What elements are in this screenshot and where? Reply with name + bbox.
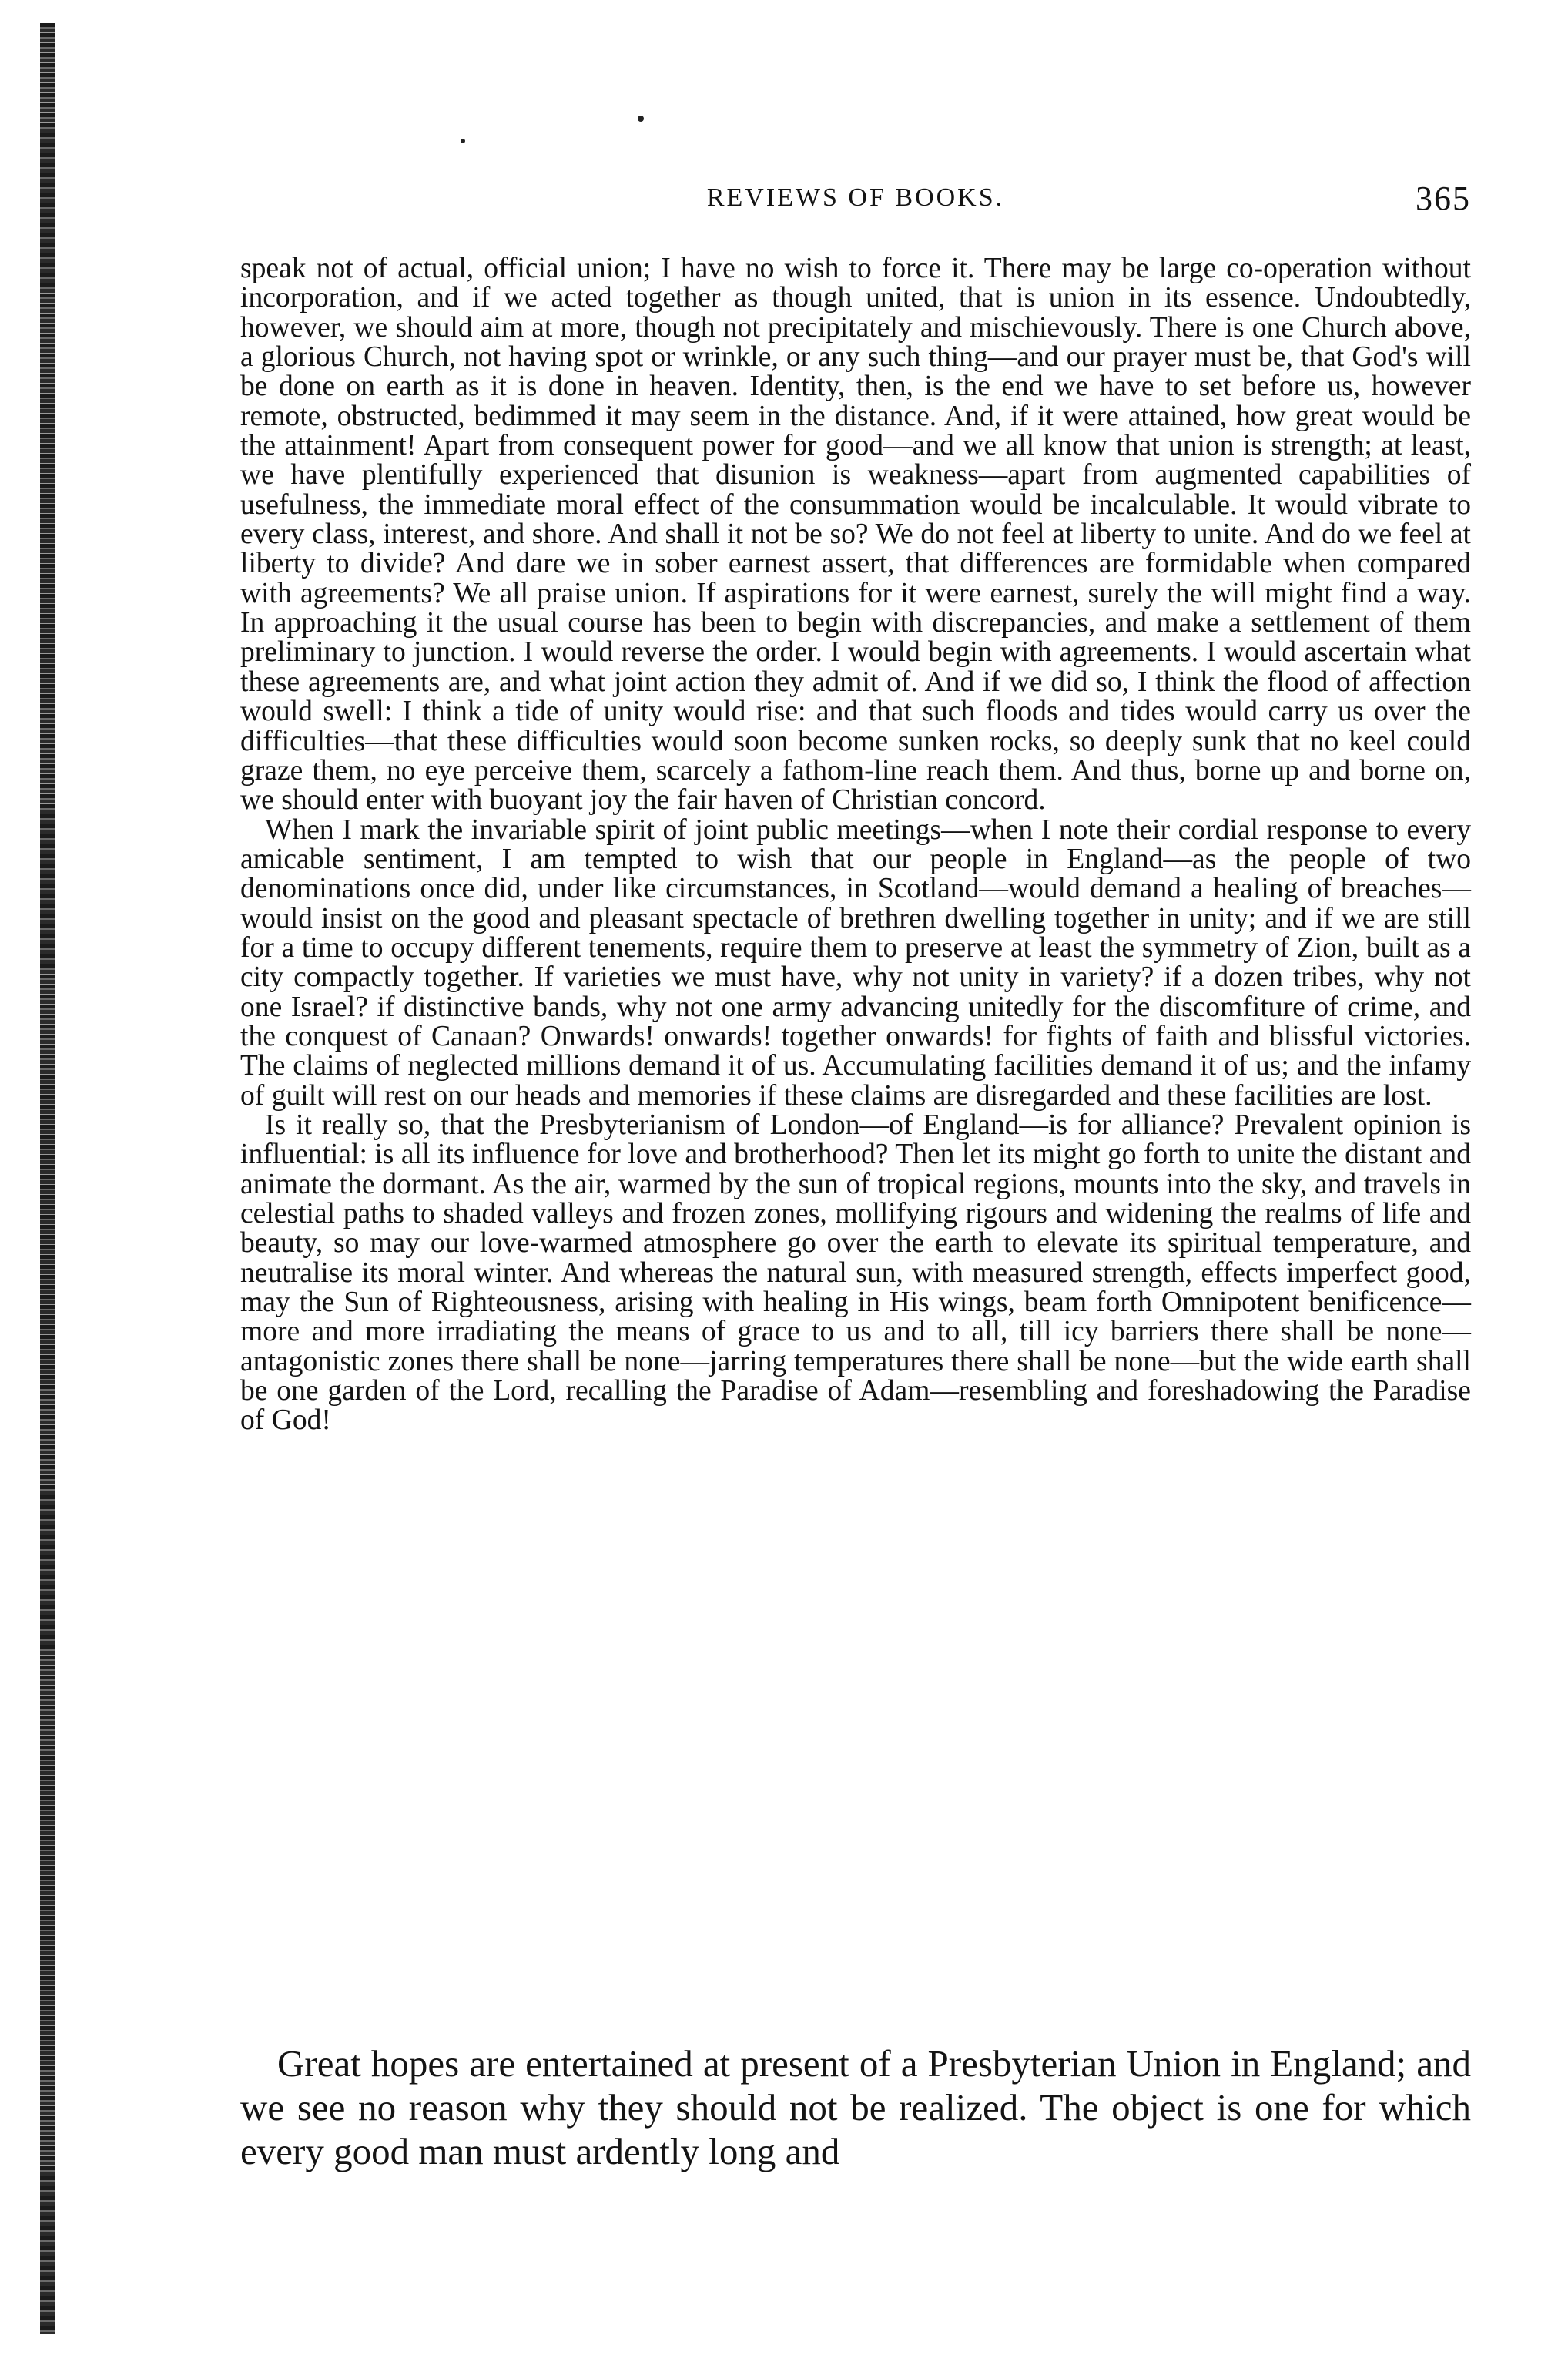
quoted-extract [240, 254, 1471, 1436]
ink-speck [461, 139, 465, 143]
quote-paragraph: When I mark the invariable spirit of joint public meetings—when I note their cordial response to every amicable sentiment, I am tempted to wish that our people in England—as the people of two denominations once did, under like circumstances, in Scotland—would demand a healing of breaches—would insist on the good and pleasant spectacle of brethren dwelling together in unity; and if we are still for a time to occupy different tenements, require them to preserve at least the symmetry of Zion, built as a city compactly together. If varieties we must have, why not unity in variety? if a dozen tribes, why not one Israel? if distinctive bands, why not one army advancing unitedly for the discomfiture of crime, and the conquest of Canaan? Onwards! onwards! together onwards! for fights of faith and blissful victories. The claims of neglected millions demand it of us. Accumulating facilities demand it of us; and the infamy of guilt will rest on our heads and memories if these claims are disregarded and these facilities are lost. [240, 814, 1471, 1112]
page-number: 365 [1416, 179, 1471, 217]
ink-speck [638, 116, 644, 122]
reviewer-paragraph: Great hopes are entertained at present of a Presbyterian Union in England; and we see no reason why they should not be realized. The object is one for which every good man must ardently long and [240, 2042, 1471, 2172]
page-binding-edge [40, 23, 55, 2334]
page-header [240, 179, 1471, 225]
running-head: REVIEWS OF BOOKS. [706, 183, 1005, 212]
reviewer-commentary [240, 2041, 1471, 2173]
quote-paragraph: Is it really so, that the Presbyterianism of London—of England—is for alliance? Prevalent opinion is influential: is all its influence for love and brotherhood? Then let its might go forth to unite the distant and animate the dormant. As the air, warmed by the sun of tropical regions, mounts into the sky, and travels in celestial paths to shaded valleys and frozen zones, mollifying rigours and widening the realms of life and beauty, so may our love-warmed atmosphere go over the earth to elevate its spiritual temperature, and neutralise its moral winter. And whereas the natural sun, with measured strength, effects imperfect good, may the Sun of Righteousness, arising with healing in His wings, beam forth Omnipotent benificence—more and more irradiating the means of grace to us and to all, till icy barriers there shall be none—antagonistic zones there shall be none—jarring temperatures there shall be none—but the wide earth shall be one garden of the Lord, recalling the Paradise of Adam—resembling and foreshadowing the Paradise of God! [240, 1109, 1471, 1437]
quote-paragraph: speak not of actual, official union; I have no wish to force it. There may be large co-operation without incorporation, and if we acted together as though united, that is union in its essence. Undoubtedly, however, we should aim at more, though not precipitately and mischievously. There is one Church above, a glorious Church, not having spot or wrinkle, or any such thing—and our prayer must be, that God's will be done on earth as it is done in heaven. Identity, then, is the end we have to set before us, however remote, obstructed, bedimmed it may seem in the distance. And, if it were attained, how great would be the attainment! Apart from consequent power for good—and we all know that union is strength; at least, we have plentifully experienced that disunion is weakness—apart from augmented capabilities of usefulness, the immediate moral effect of the consummation would be incalculable. It would vibrate to every class, interest, and shore. And shall it not be so? We do not feel at liberty to unite. And do we feel at liberty to divide? And dare we in sober earnest assert, that differences are formidable when compared with agreements? We all praise union. If aspirations for it were earnest, surely the will might find a way. In approaching it the usual course has been to begin with discrepancies, and make a settlement of them preliminary to junction. I would reverse the order. I would begin with agreements. I would ascertain what these agreements are, and what joint action they admit of. And if we did so, I think the flood of affection would swell: I think a tide of unity would rise: and that such floods and tides would carry us over the difficulties—that these difficulties would soon become sunken rocks, so deeply sunk that no keel could graze them, no eye perceive them, scarcely a fathom-line reach them. And thus, borne up and borne on, we should enter with buoyant joy the fair haven of Christian concord. [240, 253, 1471, 817]
